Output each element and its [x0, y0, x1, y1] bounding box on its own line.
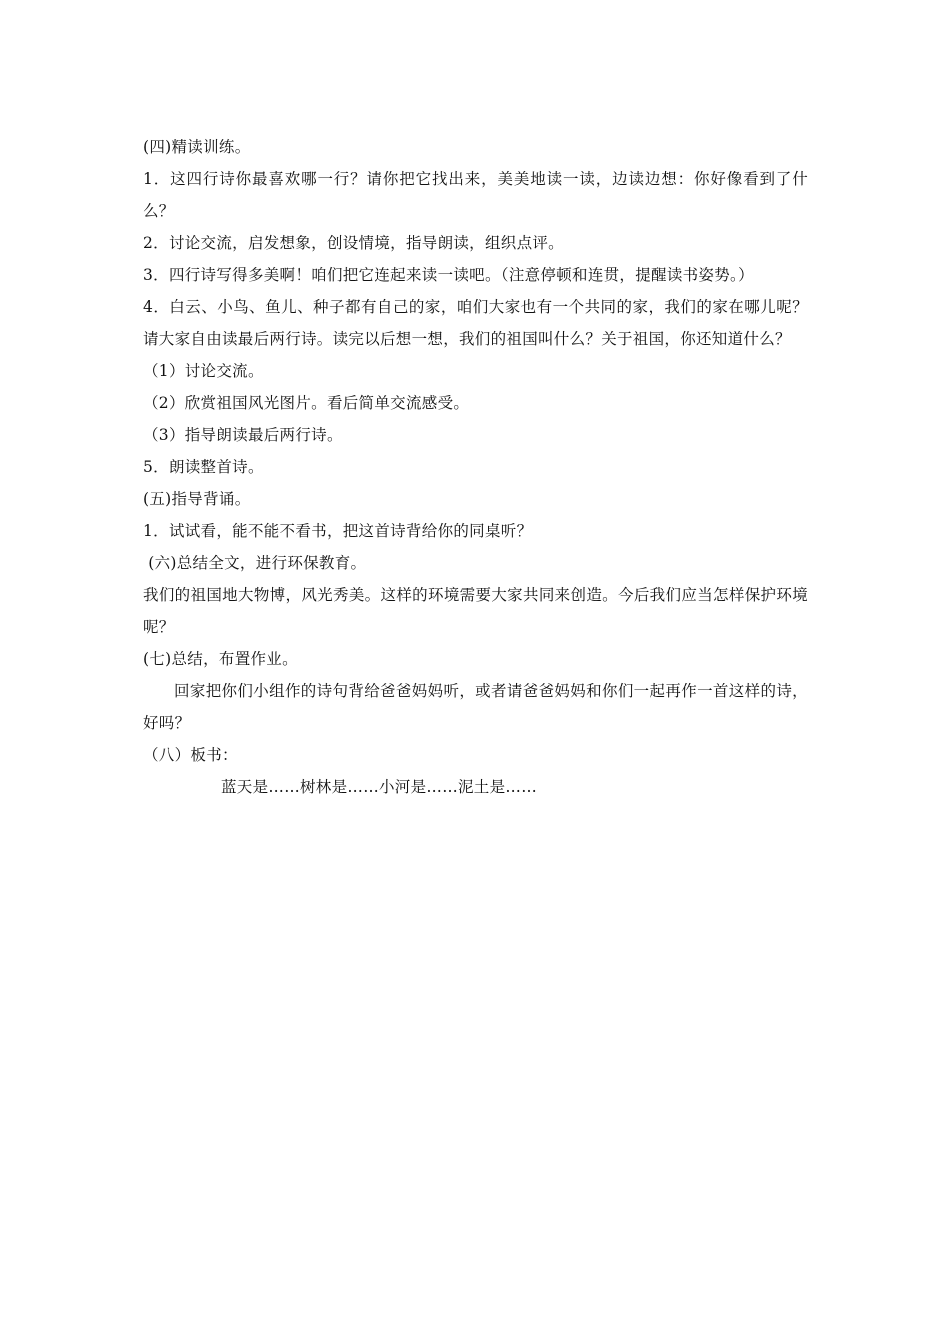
- section-heading-6: (六)总结全文，进行环保教育。: [143, 554, 367, 572]
- section-heading-8: （八）板书：: [143, 746, 238, 764]
- item-1: 1．这四行诗你最喜欢哪一行？请你把它找出来，美美地读一读，边读边想：你好像看到了什么？: [143, 170, 808, 220]
- recite-item-1: 1．试试看，能不能不看书，把这首诗背给你的同桌听？: [143, 522, 533, 540]
- section-heading-5: (五)指导背诵。: [143, 490, 251, 508]
- homework-paragraph: 回家把你们小组作的诗句背给爸爸妈妈听，或者请爸爸妈妈和你们一起再作一首这样的诗，好吗？: [143, 682, 808, 732]
- sub-item-1: （1）讨论交流。: [143, 362, 264, 380]
- section-heading-4: (四)精读训练。: [143, 138, 251, 156]
- sub-item-2: （2）欣赏祖国风光图片。看后简单交流感受。: [143, 394, 470, 412]
- item-5: 5．朗读整首诗。: [143, 458, 264, 476]
- section-heading-7: (七)总结，布置作业。: [143, 650, 298, 668]
- blackboard-text: 蓝天是……树林是……小河是……泥土是……: [221, 778, 538, 796]
- document-body: [143, 131, 808, 803]
- sub-item-3: （3）指导朗读最后两行诗。: [143, 426, 343, 444]
- item-3: 3．四行诗写得多美啊！咱们把它连起来读一读吧。（注意停顿和连贯，提醒读书姿势。）: [143, 266, 754, 284]
- item-4: 4．白云、小鸟、鱼儿、种子都有自己的家，咱们大家也有一个共同的家，我们的家在哪儿呢？请大家自由读最后两行诗。读完以后想一想，我们的祖国叫什么？关于祖国，你还知道什么？: [143, 298, 808, 348]
- item-2: 2．讨论交流，启发想象，创设情境，指导朗读，组织点评。: [143, 234, 564, 252]
- summary-paragraph: 我们的祖国地大物博，风光秀美。这样的环境需要大家共同来创造。今后我们应当怎样保护环境呢？: [143, 586, 808, 636]
